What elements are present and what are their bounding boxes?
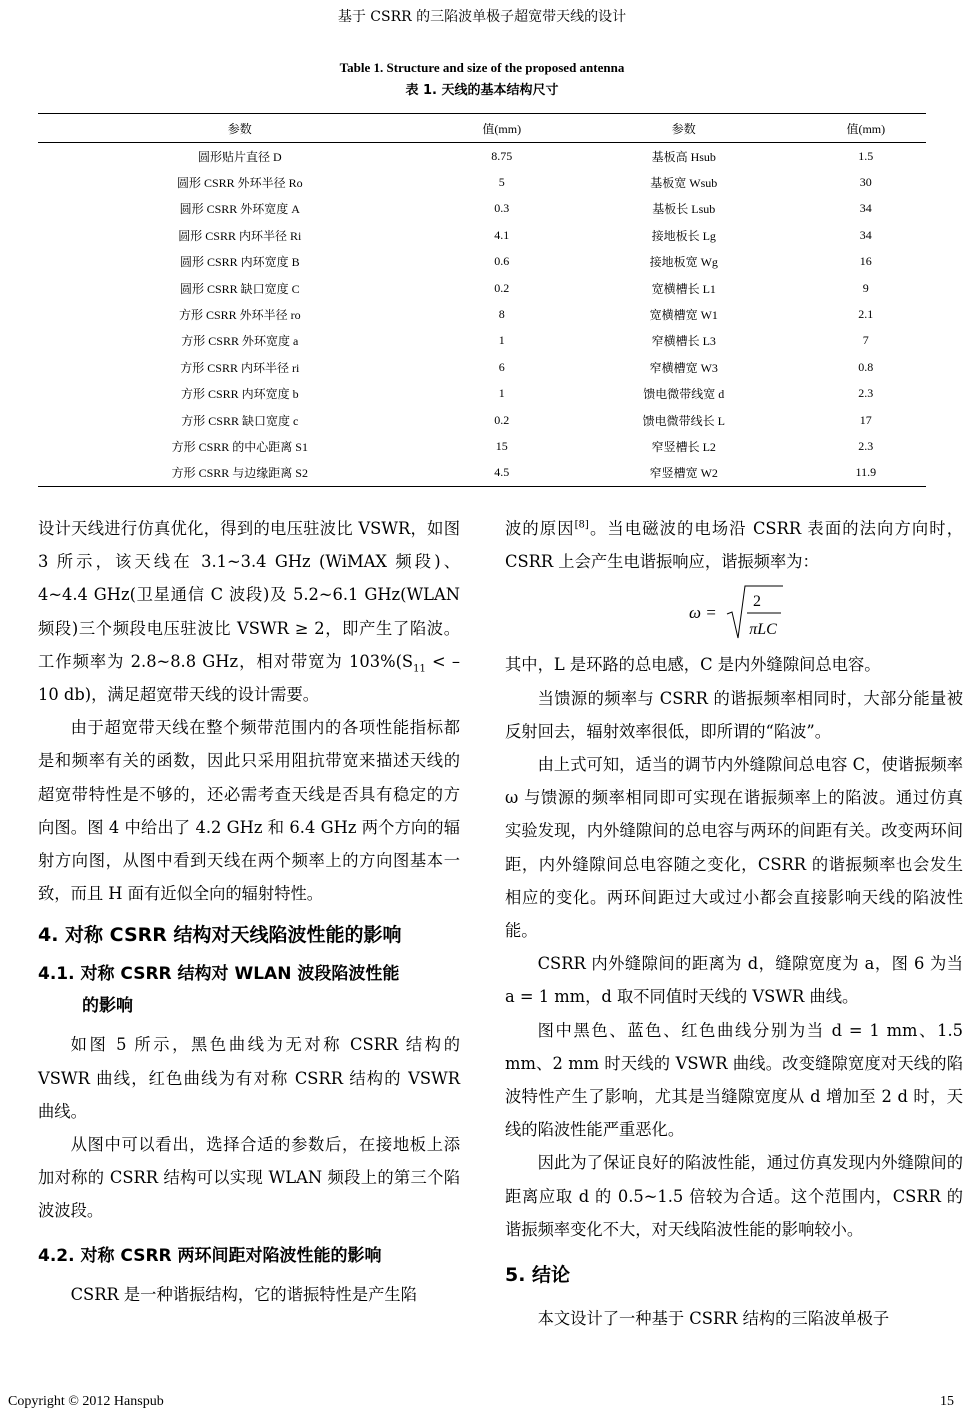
table-cell: 34 [859, 201, 872, 216]
table-cell: 34 [859, 227, 872, 242]
formula-lhs: ω = [689, 603, 717, 623]
table-cell: 1 [498, 386, 505, 401]
table-cell: 接地板长 Lg [651, 228, 716, 243]
table-cell: 窄竖槽宽 W2 [562, 460, 806, 487]
table-cell: 方形 CSRR 缺口宽度 c [181, 413, 299, 428]
section-heading-4: 4. 对称 CSRR 结构对天线陷波性能的影响 [38, 924, 402, 947]
paragraph: 从图中可以看出，选择合适的参数后，在接地板上添加对称的 CSRR 结构可以实现 WLAN 频段上的第三个陷波波段。 [38, 1135, 460, 1221]
table-cell: 0.3 [494, 201, 510, 216]
right-column [505, 512, 963, 1335]
paragraph: 当馈源的频率与 CSRR 的谐振频率相同时，大部分能量被反射回去，辐射效率很低，即所谓的“陷波”。 [505, 688, 963, 741]
column-header: 参数 [562, 114, 806, 143]
table-cell: 1.5 [858, 148, 874, 163]
paragraph: 其中，L 是环路的总电感，C 是内外缝隙间总电容。 [505, 655, 881, 675]
table-cell: 方形 CSRR 外环半径 ro [178, 308, 301, 323]
table-cell: 11.9 [806, 460, 926, 487]
table-cell: 8 [498, 307, 505, 322]
table-cell: 0.6 [494, 254, 510, 269]
table-cell: 窄横槽长 L3 [651, 334, 716, 349]
table-cell: 方形 CSRR 外环宽度 a [181, 334, 299, 349]
table-cell: 宽横槽宽 W1 [649, 308, 718, 323]
column-header: 参数 [38, 114, 442, 143]
table-cell: 圆形 CSRR 外环宽度 A [179, 202, 300, 217]
table-body [38, 143, 926, 487]
table-cell: 基板高 Hsub [651, 149, 716, 164]
table-cell: 接地板宽 Wg [649, 255, 718, 270]
table-cell: 2.3 [858, 386, 874, 401]
resonance-formula [505, 578, 963, 648]
table-cell: 2.1 [858, 307, 874, 322]
table-cell: 窄横槽宽 W3 [649, 360, 718, 375]
table-cell: 方形 CSRR 的中心距离 S1 [171, 439, 308, 454]
table-cell: 基板长 Lsub [652, 202, 716, 217]
table-row [38, 275, 926, 301]
formula-numerator: 2 [753, 593, 761, 611]
table-cell: 方形 CSRR 与边缘距离 S2 [38, 460, 442, 487]
footer-copyright: Copyright © 2012 Hanspub [8, 1394, 164, 1409]
table-cell: 9 [862, 280, 869, 295]
table-row [38, 460, 926, 487]
table-cell: 基板宽 Wsub [650, 176, 718, 191]
paragraph: 设计天线进行仿真优化，得到的电压驻波比 VSWR，如图 3 所示，该天线在 3.1~3.4 GHz (WiMAX 频段)、4~4.4 GHz(卫星通信 C 波段)及 5.2~6.1 GHz(WLAN 频段)三个频段电压驻波比 VSWR ≥ 2，即产生了陷波。工作频率为 2.8~8.8 GHz，相对带宽为 $103\%(S_{11} < -10$ db)，满足超宽带天线的设计需要。 [38, 519, 460, 705]
formula-graphic [505, 578, 963, 648]
table-row [38, 381, 926, 407]
table-cell: 4.1 [494, 227, 510, 242]
running-header: 基于 CSRR 的三陷波单极子超宽带天线的设计 [337, 9, 627, 25]
table-cell: 馈电微带线宽 d [643, 387, 725, 402]
paragraph: 波的原因[8]。当电磁波的电场沿 CSRR 表面的法向方向时，CSRR 上会产生电谐振响应，谐振频率为： [505, 519, 963, 572]
table-cell: 圆形 CSRR 内环半径 Ri [178, 228, 302, 243]
table-caption-cn: 表 1. 天线的基本结构尺寸 [405, 83, 559, 98]
table-cell: 1 [498, 333, 505, 348]
table-cell: 圆形 CSRR 外环半径 Ro [176, 176, 303, 191]
paragraph: 因此为了保证良好的陷波性能，通过仿真发现内外缝隙间的距离应取 d 的 0.5~1.5 倍较为合适。这个范围内，CSRR 的谐振频率变化不大，对天线陷波性能的影响较小。 [505, 1153, 963, 1239]
column-header: 值(mm) [442, 114, 562, 143]
table-cell: 2.3 [858, 438, 874, 453]
citation-ref[interactable]: [8] [574, 519, 589, 531]
table-row [38, 169, 926, 195]
table-row [38, 222, 926, 248]
table-cell: 宽横槽长 L1 [651, 281, 716, 296]
paragraph: 由于超宽带天线在整个频带范围内的各项性能指标都是和频率有关的函数，因此只采用阻抗带宽来描述天线的超宽带特性是不够的，还必需考查天线是否具有稳定的方向图。图 4 中给出了 4.2 GHz 和 6.4 GHz 两个方向的辐射方向图，从图中看到天线在两个频率上的方向图基本一致，而且 H 面有近似全向的辐射特性。 [38, 718, 460, 904]
table-row [38, 433, 926, 459]
table-row [38, 249, 926, 275]
table-row [38, 407, 926, 433]
table-cell: 16 [859, 254, 872, 269]
table-row [38, 143, 926, 170]
table-cell: 7 [862, 333, 869, 348]
column-header: 值(mm) [806, 114, 926, 143]
table-row [38, 301, 926, 327]
paragraph: 图中黑色、蓝色、红色曲线分别为当 d = 1 mm、1.5 mm、2 mm 时天线的 VSWR 曲线。改变缝隙宽度对天线的陷波特性产生了影响，尤其是当缝隙宽度从 d 增加至 2 d 时，天线的陷波性能严重恶化。 [505, 1020, 963, 1140]
table-cell: 方形 CSRR 内环宽度 b [180, 387, 299, 402]
table-cell: 8.75 [491, 148, 513, 163]
table-cell: 15 [495, 438, 508, 453]
table-cell: 0.2 [494, 280, 510, 295]
section-heading-5: 5. 结论 [505, 1264, 571, 1287]
paragraph: 本文设计了一种基于 CSRR 结构的三陷波单极子 [537, 1309, 890, 1329]
parameter-table [38, 113, 926, 487]
table-cell: 6 [498, 359, 505, 374]
paragraph: CSRR 内外缝隙间的距离为 d，缝隙宽度为 a，图 6 为当 a = 1 mm，d 取不同值时天线的 VSWR 曲线。 [505, 954, 963, 1007]
table-row [38, 328, 926, 354]
table-cell: 圆形 CSRR 缺口宽度 C [179, 281, 300, 296]
table-row [38, 354, 926, 380]
table-cell: 0.8 [858, 359, 874, 374]
paragraph: CSRR 是一种谐振结构，它的谐振特性是产生陷 [70, 1284, 417, 1304]
table-header-row [38, 114, 926, 143]
left-column [38, 512, 460, 1311]
table-cell: 0.2 [494, 412, 510, 427]
paragraph: 由上式可知，适当的调节内外缝隙间总电容 C，使谐振频率 ω 与馈源的频率相同即可实现在谐振频率上的陷波。通过仿真实验发现，内外缝隙间的总电容与两环的间距有关。改变两环间距，内外缝隙间总电容随之变化，CSRR 的谐振频率也会发生相应的变化。两环间距过大或过小都会直接影响天线的陷波性能。 [505, 755, 963, 941]
table-cell: 窄竖槽长 L2 [651, 439, 716, 454]
table-cell: 圆形贴片直径 D [197, 149, 282, 164]
formula-denominator: πLC [749, 621, 777, 639]
subsection-heading-4-1: 4.1. 对称 CSRR 结构对 WLAN 波段陷波性能 的影响 [38, 964, 400, 1017]
paragraph: 如图 5 所示，黑色曲线为无对称 CSRR 结构的 VSWR 曲线，红色曲线为有对称 CSRR 结构的 VSWR 曲线。 [38, 1035, 460, 1121]
table-cell: 30 [859, 175, 872, 190]
subsection-heading-4-2: 4.2. 对称 CSRR 两环间距对陷波性能的影响 [38, 1245, 382, 1266]
table-cell: 5 [498, 175, 505, 190]
table-caption-en: Table 1. Structure and size of the proposed antenna [339, 60, 625, 75]
table-cell: 馈电微带线长 L [642, 413, 725, 428]
table-cell: 4.5 [442, 460, 562, 487]
page-number: 15 [940, 1394, 954, 1409]
table-cell: 17 [859, 412, 872, 427]
table-cell: 方形 CSRR 内环半径 ri [180, 360, 300, 375]
table-cell: 圆形 CSRR 内环宽度 B [179, 255, 300, 270]
table-row [38, 196, 926, 222]
